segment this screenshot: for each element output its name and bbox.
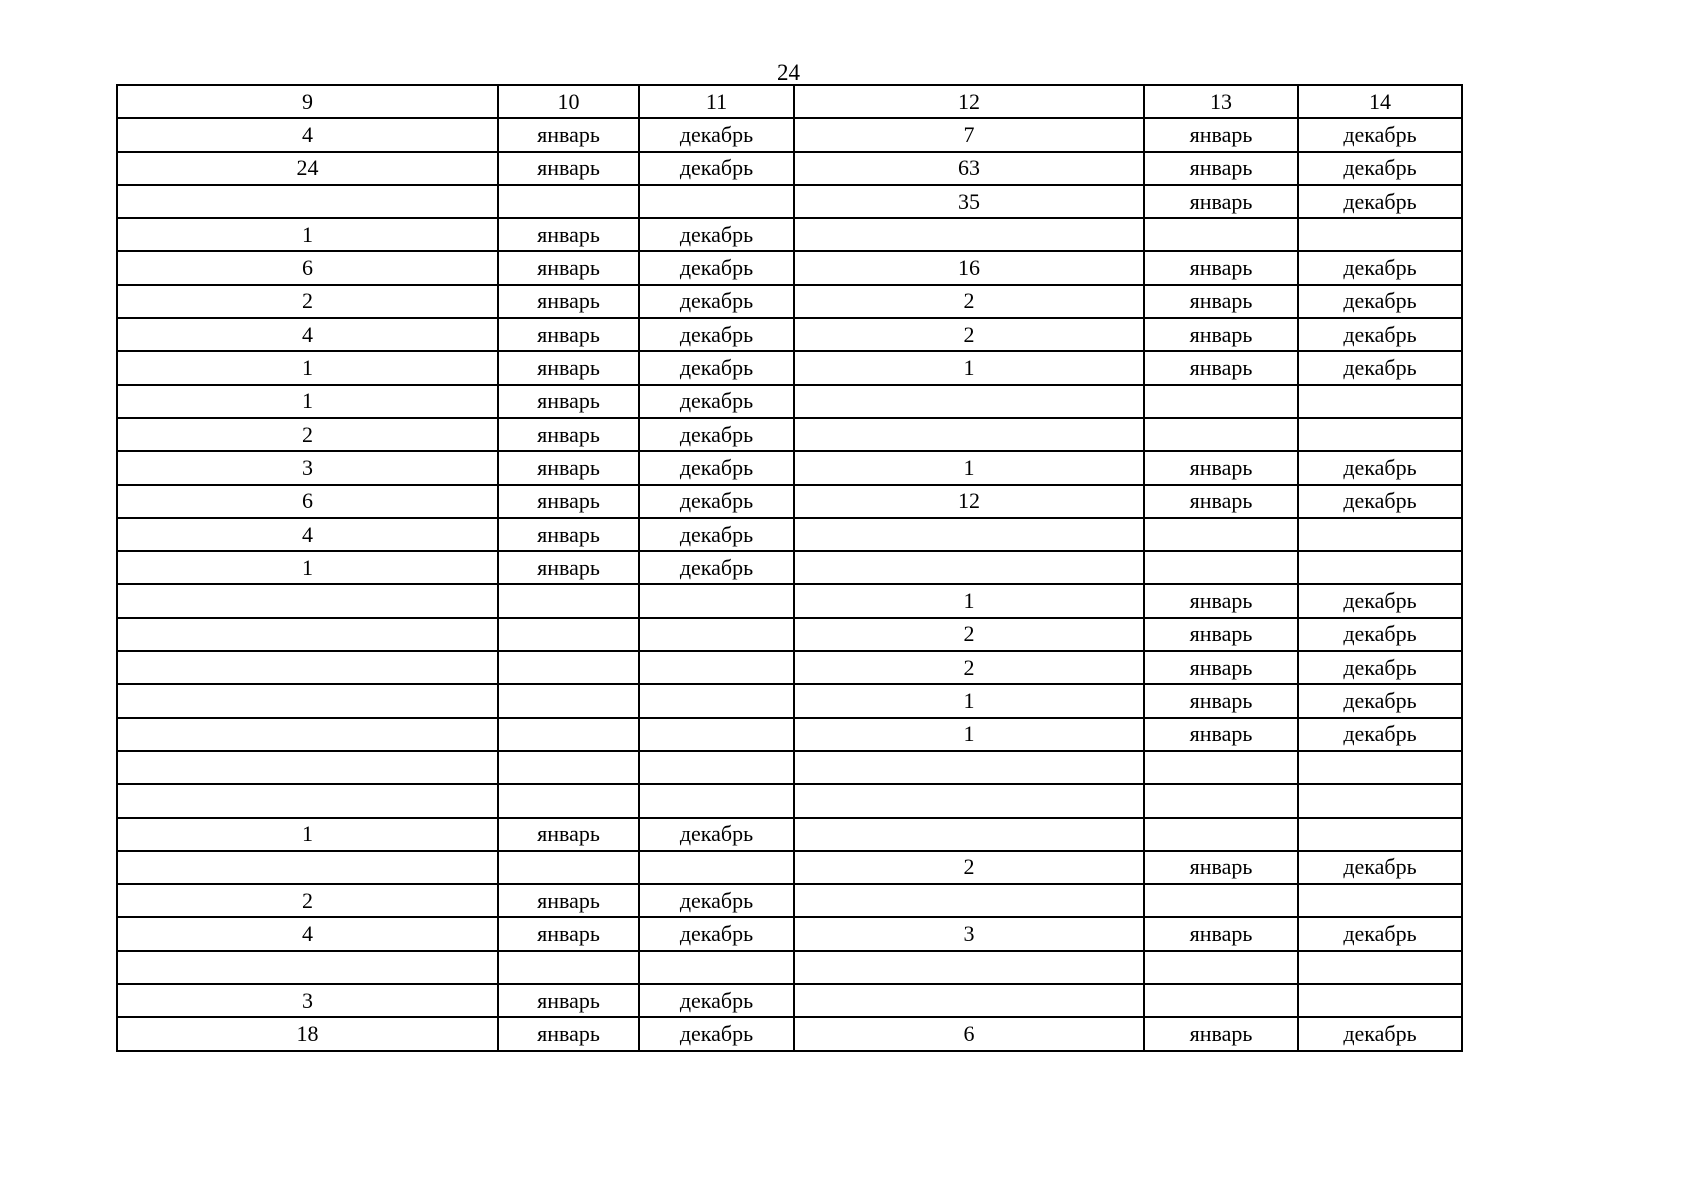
table-cell: [639, 951, 794, 984]
table-cell: [794, 418, 1144, 451]
table-row: [117, 551, 1462, 584]
table-cell: [1298, 818, 1462, 851]
table-cell: [117, 718, 498, 751]
table-row: [117, 684, 1462, 717]
table-cell: январь: [498, 818, 639, 851]
table-cell: декабрь: [1298, 451, 1462, 484]
table-cell: 1: [794, 351, 1144, 384]
column-number-cell: 14: [1298, 85, 1462, 118]
table-cell: [117, 784, 498, 817]
table-cell: [1298, 884, 1462, 917]
table-cell: [117, 618, 498, 651]
table-cell: январь: [498, 152, 639, 185]
table-cell: 1: [117, 385, 498, 418]
table-cell: январь: [498, 118, 639, 151]
table-row: [117, 152, 1462, 185]
table-cell: январь: [1144, 584, 1298, 617]
table-cell: январь: [498, 451, 639, 484]
table-cell: декабрь: [1298, 618, 1462, 651]
table-cell: декабрь: [1298, 684, 1462, 717]
table-cell: [1298, 951, 1462, 984]
table-cell: 24: [117, 152, 498, 185]
column-number-cell: 9: [117, 85, 498, 118]
table-cell: [1144, 418, 1298, 451]
table-cell: 7: [794, 118, 1144, 151]
table-cell: 6: [794, 1017, 1144, 1050]
table-cell: [639, 584, 794, 617]
table-cell: январь: [498, 418, 639, 451]
table-row: [117, 218, 1462, 251]
table-cell: декабрь: [639, 485, 794, 518]
table-cell: декабрь: [1298, 152, 1462, 185]
table-cell: [498, 618, 639, 651]
table-cell: 2: [794, 618, 1144, 651]
table-cell: январь: [498, 884, 639, 917]
column-number-cell: 11: [639, 85, 794, 118]
table-cell: декабрь: [1298, 185, 1462, 218]
table-cell: декабрь: [1298, 718, 1462, 751]
column-number-cell: 13: [1144, 85, 1298, 118]
table-row: [117, 351, 1462, 384]
table-cell: [1144, 751, 1298, 784]
table-row: [117, 884, 1462, 917]
table-cell: [1144, 518, 1298, 551]
table-cell: 2: [117, 884, 498, 917]
table-cell: [117, 651, 498, 684]
table-cell: [1144, 784, 1298, 817]
table-cell: [1144, 551, 1298, 584]
table-row: [117, 518, 1462, 551]
table-row: [117, 984, 1462, 1017]
table-body: [117, 85, 1462, 1051]
table-cell: [794, 884, 1144, 917]
table-row: [117, 185, 1462, 218]
table-cell: декабрь: [1298, 917, 1462, 950]
table-cell: [117, 584, 498, 617]
table-cell: 2: [794, 318, 1144, 351]
table-cell: 4: [117, 518, 498, 551]
table-cell: январь: [1144, 618, 1298, 651]
table-cell: 1: [794, 451, 1144, 484]
table-cell: [794, 751, 1144, 784]
table-cell: [639, 751, 794, 784]
table-row: [117, 917, 1462, 950]
table-cell: [498, 784, 639, 817]
table-cell: [117, 951, 498, 984]
column-number-cell: 12: [794, 85, 1144, 118]
table-cell: январь: [1144, 351, 1298, 384]
table-row: [117, 618, 1462, 651]
table-cell: декабрь: [639, 917, 794, 950]
table-row: [117, 318, 1462, 351]
table-cell: декабрь: [639, 385, 794, 418]
table-cell: январь: [1144, 851, 1298, 884]
table-cell: декабрь: [1298, 1017, 1462, 1050]
table-cell: 12: [794, 485, 1144, 518]
table-cell: декабрь: [639, 251, 794, 284]
table-cell: 1: [794, 684, 1144, 717]
table-cell: [117, 684, 498, 717]
table-cell: [498, 951, 639, 984]
table-cell: декабрь: [1298, 251, 1462, 284]
table-cell: 1: [794, 718, 1144, 751]
table-cell: [1144, 385, 1298, 418]
table-cell: [1144, 818, 1298, 851]
table-cell: [1144, 951, 1298, 984]
table-cell: январь: [1144, 1017, 1298, 1050]
table-cell: [1298, 518, 1462, 551]
table-cell: январь: [1144, 684, 1298, 717]
table-cell: декабрь: [639, 152, 794, 185]
table-cell: [794, 951, 1144, 984]
table-cell: [117, 751, 498, 784]
table-cell: декабрь: [639, 518, 794, 551]
table-cell: [1298, 984, 1462, 1017]
table-cell: [639, 185, 794, 218]
table-cell: [639, 618, 794, 651]
table-cell: 35: [794, 185, 1144, 218]
table-row: [117, 818, 1462, 851]
table-cell: январь: [498, 518, 639, 551]
table-cell: декабрь: [639, 218, 794, 251]
table-row: [117, 118, 1462, 151]
table-cell: 1: [117, 218, 498, 251]
table-cell: 2: [794, 285, 1144, 318]
table-cell: декабрь: [639, 418, 794, 451]
table-cell: декабрь: [639, 318, 794, 351]
table-cell: 3: [117, 984, 498, 1017]
table-cell: январь: [498, 1017, 639, 1050]
table-cell: декабрь: [1298, 584, 1462, 617]
table-cell: 6: [117, 251, 498, 284]
table-cell: декабрь: [639, 818, 794, 851]
table-cell: [1298, 218, 1462, 251]
table-cell: 3: [117, 451, 498, 484]
table-cell: [1298, 551, 1462, 584]
table-cell: январь: [1144, 152, 1298, 185]
table-row: [117, 451, 1462, 484]
table-cell: 4: [117, 917, 498, 950]
table-cell: [639, 718, 794, 751]
table-cell: январь: [1144, 485, 1298, 518]
table-cell: [498, 584, 639, 617]
table-cell: декабрь: [1298, 351, 1462, 384]
table-cell: [794, 385, 1144, 418]
table-row: [117, 651, 1462, 684]
table-cell: январь: [498, 285, 639, 318]
table-cell: [117, 185, 498, 218]
table-cell: декабрь: [1298, 118, 1462, 151]
table-cell: [1298, 418, 1462, 451]
table-cell: январь: [498, 318, 639, 351]
table-cell: 1: [117, 551, 498, 584]
table-row: [117, 285, 1462, 318]
table-cell: 16: [794, 251, 1144, 284]
table-cell: 2: [117, 285, 498, 318]
table-cell: 2: [794, 851, 1144, 884]
table-cell: декабрь: [1298, 318, 1462, 351]
table-cell: январь: [1144, 285, 1298, 318]
table-cell: [794, 518, 1144, 551]
table-cell: [498, 684, 639, 717]
table-cell: 18: [117, 1017, 498, 1050]
table-cell: 6: [117, 485, 498, 518]
table-cell: декабрь: [639, 118, 794, 151]
table-cell: январь: [498, 351, 639, 384]
table-cell: январь: [1144, 251, 1298, 284]
table-cell: январь: [1144, 318, 1298, 351]
table-row: [117, 485, 1462, 518]
table-cell: январь: [1144, 185, 1298, 218]
table-row: [117, 851, 1462, 884]
table-cell: декабрь: [1298, 851, 1462, 884]
table-cell: январь: [1144, 718, 1298, 751]
table-cell: декабрь: [639, 451, 794, 484]
table-cell: 63: [794, 152, 1144, 185]
table-cell: январь: [1144, 651, 1298, 684]
table-cell: декабрь: [639, 984, 794, 1017]
table-cell: [498, 751, 639, 784]
table-row: [117, 418, 1462, 451]
table-row: [117, 385, 1462, 418]
table-cell: январь: [498, 385, 639, 418]
table-cell: 1: [117, 351, 498, 384]
table-cell: 2: [794, 651, 1144, 684]
table-cell: [639, 851, 794, 884]
table-cell: [498, 185, 639, 218]
table-cell: январь: [498, 917, 639, 950]
table-cell: декабрь: [639, 1017, 794, 1050]
table-cell: январь: [498, 551, 639, 584]
table-cell: [1144, 884, 1298, 917]
table-cell: декабрь: [639, 551, 794, 584]
table-cell: декабрь: [1298, 485, 1462, 518]
table-cell: январь: [498, 984, 639, 1017]
column-number-cell: 10: [498, 85, 639, 118]
page-number: 24: [777, 60, 800, 85]
table-cell: декабрь: [639, 351, 794, 384]
table-cell: январь: [1144, 917, 1298, 950]
table-row: [117, 584, 1462, 617]
table-cell: декабрь: [639, 285, 794, 318]
table-cell: январь: [1144, 118, 1298, 151]
table-cell: [794, 818, 1144, 851]
table-row: [117, 951, 1462, 984]
table-cell: 2: [117, 418, 498, 451]
table-cell: [794, 784, 1144, 817]
table-cell: [498, 718, 639, 751]
table-row: [117, 718, 1462, 751]
table-row: [117, 751, 1462, 784]
table-cell: 3: [794, 917, 1144, 950]
data-table: [116, 84, 1463, 1052]
table-cell: [1144, 984, 1298, 1017]
table-cell: [1298, 385, 1462, 418]
table-cell: 1: [794, 584, 1144, 617]
table-cell: [498, 651, 639, 684]
table-cell: [639, 784, 794, 817]
table-cell: [794, 551, 1144, 584]
table-cell: январь: [498, 251, 639, 284]
table-row: [117, 251, 1462, 284]
table-cell: [498, 851, 639, 884]
table-cell: январь: [498, 218, 639, 251]
table-cell: [117, 851, 498, 884]
table-cell: январь: [1144, 451, 1298, 484]
table-header-row: [117, 85, 1462, 118]
table-cell: декабрь: [639, 884, 794, 917]
table-cell: 4: [117, 318, 498, 351]
table-cell: 4: [117, 118, 498, 151]
table-cell: декабрь: [1298, 285, 1462, 318]
table-cell: [794, 984, 1144, 1017]
table-cell: 1: [117, 818, 498, 851]
table-row: [117, 784, 1462, 817]
table-cell: [639, 651, 794, 684]
table-cell: [1298, 784, 1462, 817]
table-cell: [1144, 218, 1298, 251]
table-cell: [1298, 751, 1462, 784]
table-row: [117, 1017, 1462, 1050]
table-cell: [794, 218, 1144, 251]
table-cell: [639, 684, 794, 717]
table-cell: январь: [498, 485, 639, 518]
table-cell: декабрь: [1298, 651, 1462, 684]
